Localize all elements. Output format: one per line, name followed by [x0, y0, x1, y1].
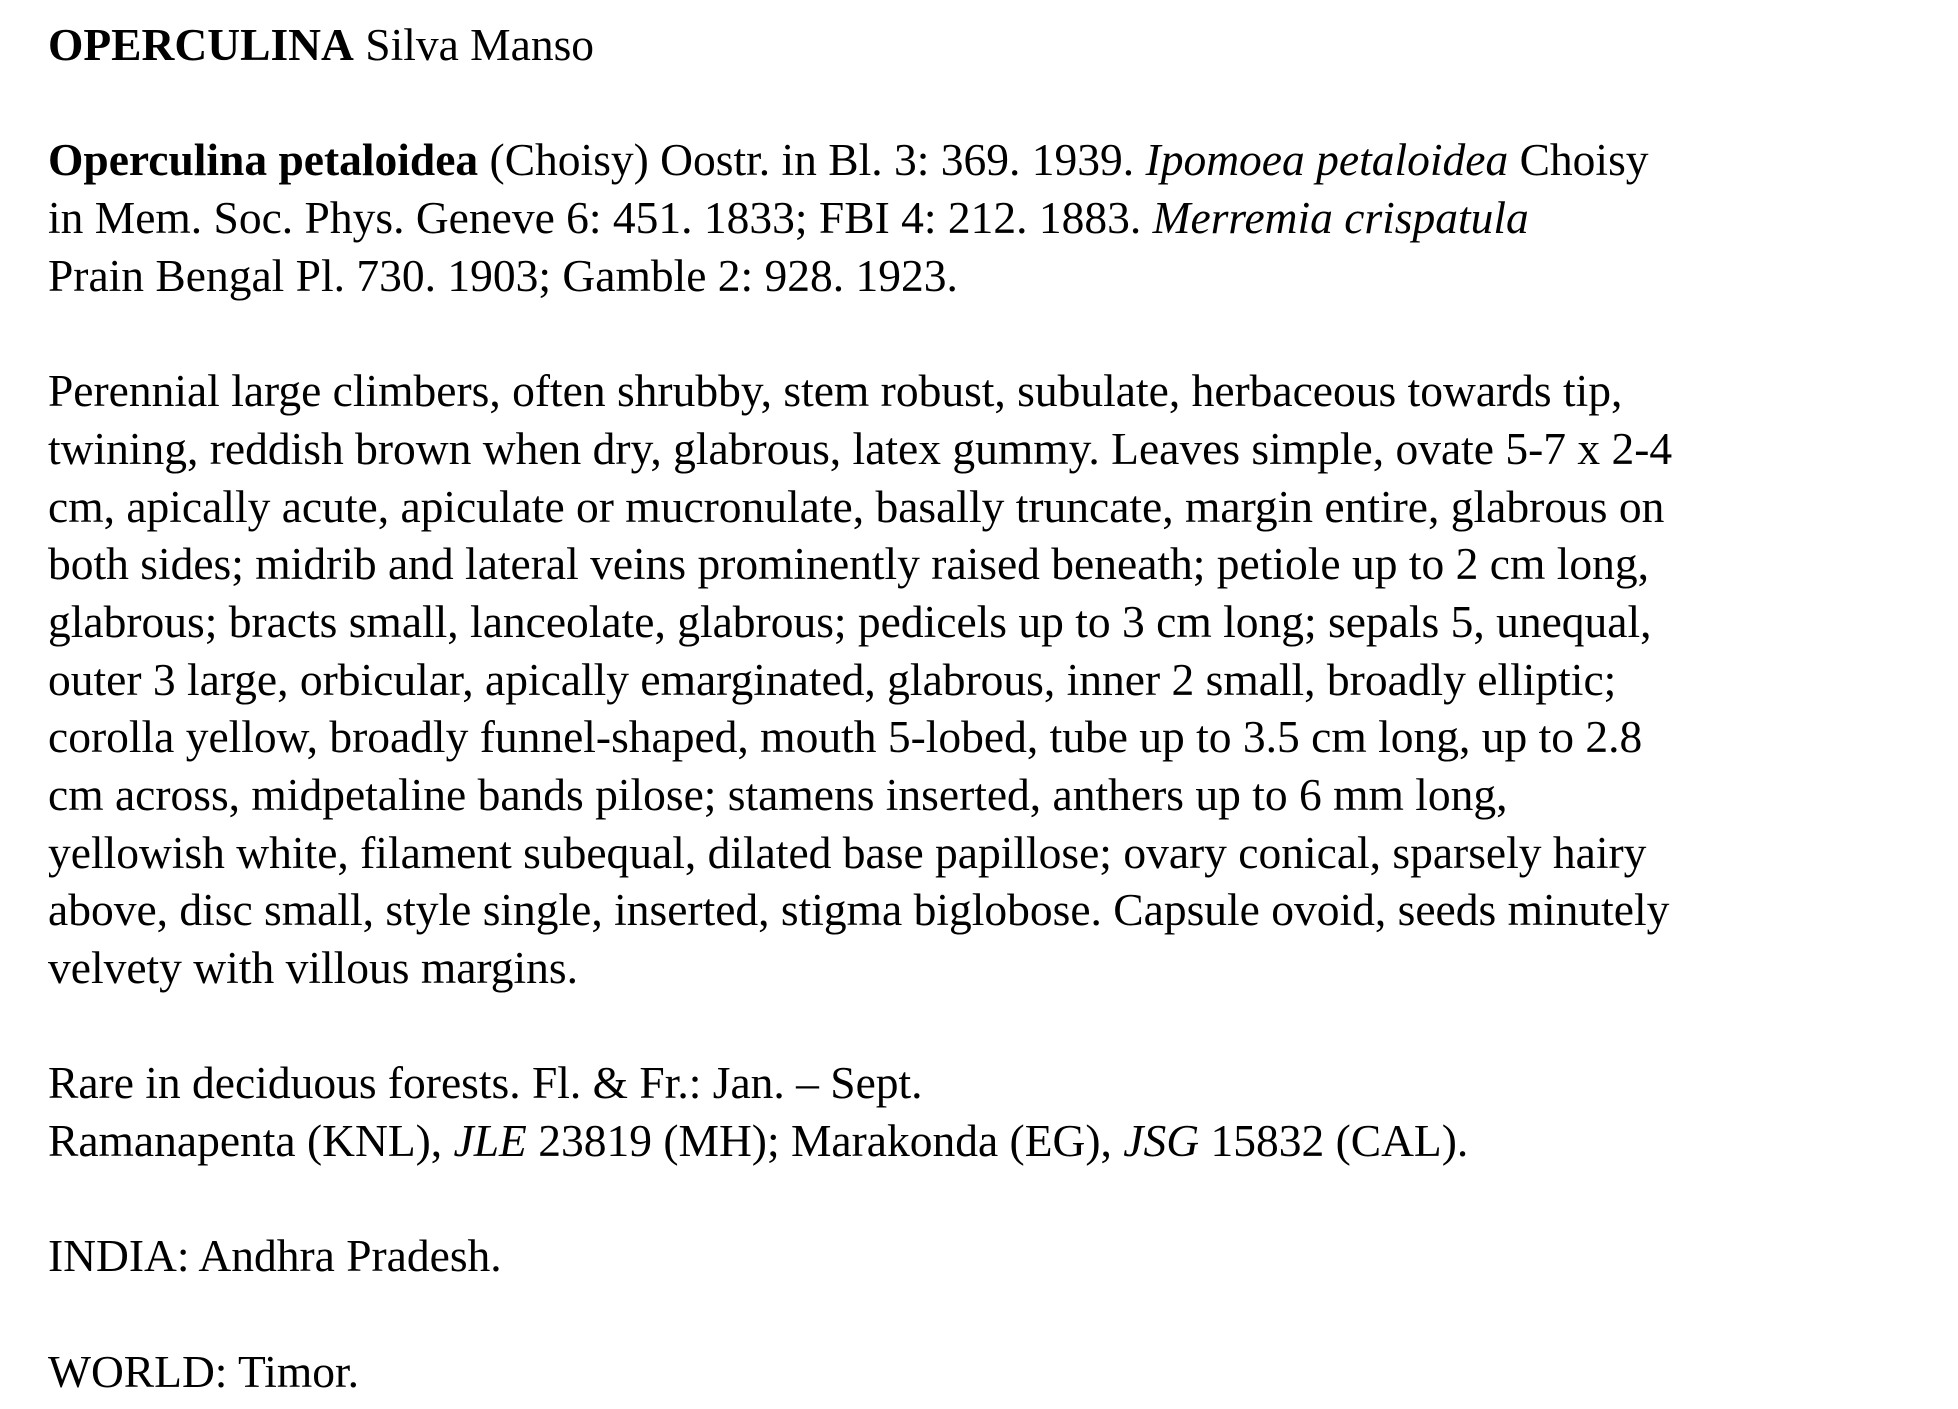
description-line: velvety with villous margins. — [48, 942, 578, 993]
genus-author: Silva Manso — [353, 19, 595, 70]
collector-jle: JLE — [453, 1115, 527, 1167]
description-line: glabrous; bracts small, lanceolate, glabrous; pedicels up to 3 cm long; sepals 5, unequal, — [48, 595, 1652, 647]
document-page — [48, 16, 1948, 1401]
nomenclature-line-2 — [48, 189, 1948, 247]
distribution-world: WORLD: Timor. — [48, 1345, 359, 1397]
synonym-ipomoea: Ipomoea petaloidea — [1145, 134, 1509, 186]
description-line: cm, apically acute, apiculate or mucronulate, basally truncate, margin entire, glabrous on — [48, 480, 1665, 532]
description-line: above, disc small, style single, inserted, stigma biglobose. Capsule ovoid, seeds minutely — [48, 884, 1670, 936]
collector-jsg: JSG — [1123, 1115, 1200, 1167]
nomenclature-block — [48, 131, 1948, 304]
specimen-number: 15832 (CAL). — [1199, 1115, 1469, 1167]
description-line: twining, reddish brown when dry, glabrous, latex gummy. Leaves simple, ovate 5-7 x 2-4 — [48, 422, 1673, 474]
synonym-author: Choisy — [1508, 134, 1649, 186]
nomenclature-line-1 — [48, 131, 1948, 189]
distribution-india: INDIA: Andhra Pradesh. — [48, 1230, 502, 1282]
genus-name: OPERCULINA — [48, 19, 354, 70]
specimen-locality: Ramanapenta (KNL), — [48, 1115, 454, 1167]
description-line: both sides; midrib and lateral veins prominently raised beneath; petiole up to 2 cm long, — [48, 538, 1649, 590]
description-line: corolla yellow, broadly funnel-shaped, mouth 5-lobed, tube up to 3.5 cm long, up to 2.8 — [48, 711, 1643, 763]
spacer — [48, 997, 1948, 1055]
ecology-block — [48, 1054, 1948, 1169]
spacer — [48, 1170, 1948, 1228]
description-line: Perennial large climbers, often shrubby, stem robust, subulate, herbaceous towards tip, — [48, 365, 1623, 417]
spacer — [48, 1285, 1948, 1343]
genus-heading — [48, 16, 1948, 74]
description-block — [48, 362, 1948, 997]
spacer — [48, 74, 1948, 132]
description-line: yellowish white, filament subequal, dilated base papillose; ovary conical, sparsely hairy — [48, 826, 1647, 878]
specimens-line — [48, 1112, 1948, 1170]
species-name: Operculina petaloidea — [48, 134, 479, 186]
synonym-merremia: Merremia crispatula — [1152, 192, 1529, 244]
spacer — [48, 304, 1948, 362]
description-line: cm across, midpetaline bands pilose; stamens inserted, anthers up to 6 mm long, — [48, 768, 1508, 820]
synonym-citation: in Mem. Soc. Phys. Geneve 6: 451. 1833; FBI 4: 212. 1883. — [48, 192, 1153, 244]
species-citation: (Choisy) Oostr. in Bl. 3: 369. 1939. — [478, 134, 1146, 186]
nomenclature-line-3: Prain Bengal Pl. 730. 1903; Gamble 2: 928. 1923. — [48, 249, 958, 301]
habitat-line: Rare in deciduous forests. Fl. & Fr.: Jan. – Sept. — [48, 1057, 923, 1109]
description-line: outer 3 large, orbicular, apically emarginated, glabrous, inner 2 small, broadly elliptic; — [48, 653, 1617, 705]
specimen-number: 23819 (MH); Marakonda (EG), — [526, 1115, 1124, 1167]
